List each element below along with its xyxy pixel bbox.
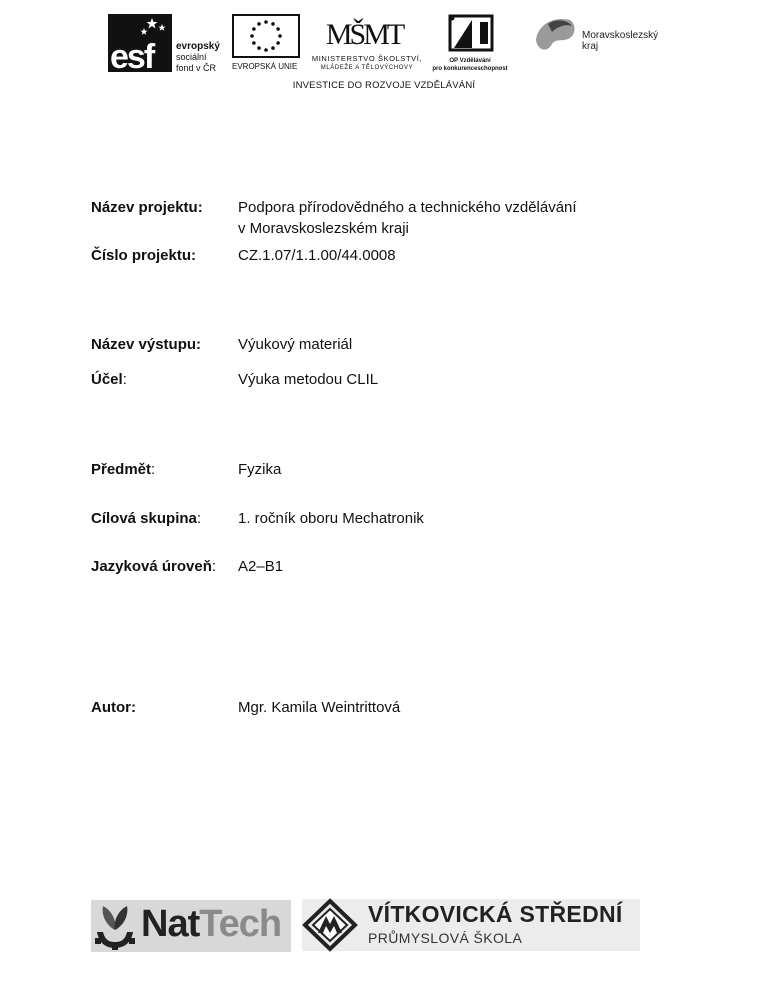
region-map-icon xyxy=(530,12,578,60)
target-group-value: 1. ročník oboru Mechatronik xyxy=(238,510,424,527)
sponsor-logo-bar xyxy=(0,0,768,100)
eu-flag-icon xyxy=(232,14,300,58)
svg-text:MŠMT: MŠMT xyxy=(325,18,403,51)
school-name-line2: PRŮMYSLOVÁ ŠKOLA xyxy=(368,930,523,946)
project-name-line2: v Moravskoslezském kraji xyxy=(238,220,409,237)
purpose-value: Výuka metodou CLIL xyxy=(238,371,379,388)
op-line2: pro konkurenceschopnost xyxy=(432,66,508,72)
school-name-line1: VÍTKOVICKÁ STŘEDNÍ xyxy=(368,901,623,927)
target-group-label: Cílová skupina: xyxy=(91,510,202,527)
esf-text-lines: sociální fond v ČR xyxy=(176,52,217,73)
author-label: Autor: xyxy=(91,699,136,716)
output-name: Výukový materiál xyxy=(238,336,353,353)
nattech-nat: Nat xyxy=(141,903,200,945)
nattech-logo xyxy=(91,900,291,952)
op-logo xyxy=(430,14,510,74)
esf-logo xyxy=(108,14,228,76)
esf-text xyxy=(176,30,220,74)
msmt-line1: MINISTERSTVO ŠKOLSTVÍ, xyxy=(311,54,423,63)
project-number-label: Číslo projektu: xyxy=(91,247,197,264)
nattech-leaf-gear-icon xyxy=(93,904,137,950)
op-mark-icon xyxy=(446,14,496,54)
subject-value: Fyzika xyxy=(238,461,282,478)
esf-mark-icon xyxy=(108,14,172,76)
msk-name: Moravskoslezský kraj xyxy=(582,30,659,52)
purpose-label: Účel: xyxy=(91,371,127,388)
op-line1: OP Vzdělávání xyxy=(449,58,491,64)
project-name-label: Název projektu: xyxy=(91,199,203,216)
msmt-mark-icon xyxy=(325,14,403,54)
project-name-line1: Podpora přírodovědného a technického vzdělávání xyxy=(238,199,577,216)
eu-caption: EVROPSKÁ UNIE xyxy=(232,62,298,71)
language-level-value: A2–B1 xyxy=(238,558,284,575)
moravskoslezsky-kraj-logo xyxy=(530,12,680,62)
language-level-label: Jazyková úroveň: xyxy=(91,558,217,575)
project-number: CZ.1.07/1.1.00/44.0008 xyxy=(238,247,396,264)
nattech-wordmark xyxy=(141,903,281,946)
author-name: Mgr. Kamila Weintrittová xyxy=(238,699,401,716)
msmt-logo xyxy=(304,14,430,74)
vitkovicka-school-logo xyxy=(302,899,640,951)
school-emblem-icon xyxy=(304,900,356,950)
subject-label: Předmět: xyxy=(91,461,156,478)
output-name-label: Název výstupu: xyxy=(91,336,202,353)
eu-logo xyxy=(232,14,302,72)
investice-tagline: INVESTICE DO ROZVOJE VZDĚLÁVÁNÍ xyxy=(292,80,476,91)
svg-text:esf: esf xyxy=(110,38,154,76)
nattech-tech: Tech xyxy=(199,903,282,945)
esf-text-strong: evropský xyxy=(176,41,220,52)
msmt-line2: MLÁDEŽE A TĚLOVÝCHOVY xyxy=(320,65,414,71)
